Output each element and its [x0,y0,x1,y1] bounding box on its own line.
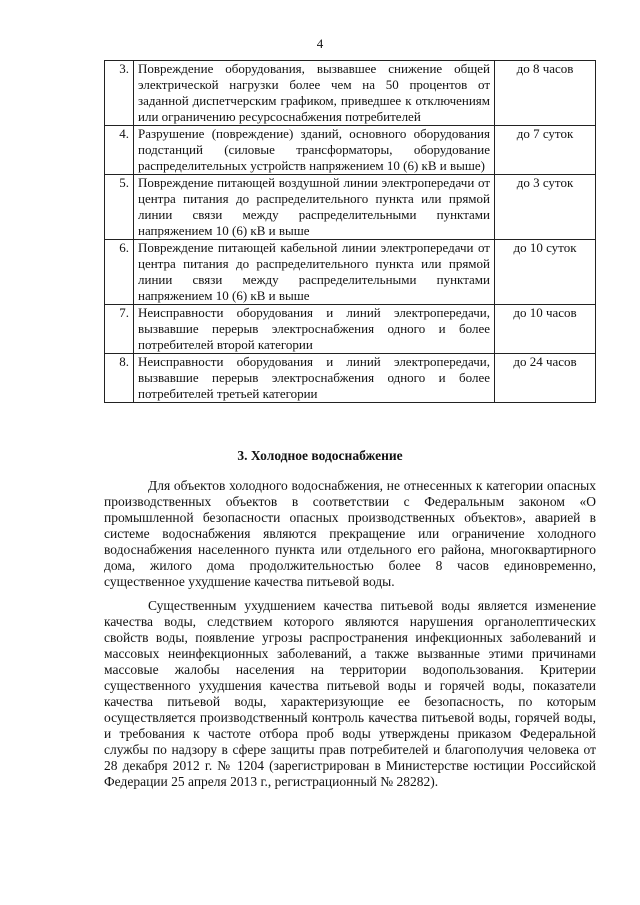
row-number: 5. [105,175,134,240]
table-row [105,175,596,240]
row-description: Неисправности оборудования и линий электропередачи, вызвавшие перерыв электроснабжения одного и более потребителей второй категории [134,305,495,354]
row-description: Повреждение оборудования, вызвавшее снижение общей электрической нагрузки более чем на 50 процентов от заданной диспетчерским графиком, приведшее к отключениям или ограничению ресурсоснабжения потребителей [134,61,495,126]
row-number: 4. [105,126,134,175]
body-paragraph: Для объектов холодного водоснабжения, не отнесенных к категории опасных производственных объектов в соответствии с Федеральным законом «О промышленной безопасности опасных производственных объектов», аварией в системе водоснабжения являются прекращение или ограничение холодного водоснабжения населенного пункта или отдельного его района, многоквартирного дома, жилого дома продолжительностью более 8 часов единовременно, существенное ухудшение качества питьевой воды. [104,478,596,589]
table-row [105,305,596,354]
row-number: 8. [105,354,134,403]
table-row [105,354,596,403]
row-duration: до 24 часов [495,354,596,403]
row-number: 3. [105,61,134,126]
row-duration: до 7 суток [495,126,596,175]
row-number: 7. [105,305,134,354]
row-description: Повреждение питающей воздушной линии электропередачи от центра питания до распределительного пункта или прямой линии связи между распределительными пунктами напряжением 10 (6) кВ и выше [134,175,495,240]
section-heading: 3. Холодное водоснабжение [237,448,403,463]
body-paragraph: Существенным ухудшением качества питьевой воды является изменение качества воды, следствием которого являются нарушения органолептических свойств воды, появление угрозы распространения инфекционных заболеваний и массовых неинфекционных заболеваний, а также вызванные этими причинами массовые жалобы населения на территории водопользования. Критерии существенного ухудшения качества питьевой воды и горячей воды, показатели качества питьевой воды, характеризующие ее безопасность, по которым осуществляется производственный контроль качества питьевой воды, горячей воды, и требования к частоте отбора проб воды утверждены приказом Федеральной службы по надзору в сфере защиты прав потребителей и благополучия человека от 28 декабря 2012 г. № 1204 (зарегистрирован в Министерстве юстиции Российской Федерации 25 апреля 2013 г., регистрационный № 28282). [104,598,596,789]
row-number: 6. [105,240,134,305]
table-row [105,61,596,126]
row-duration: до 8 часов [495,61,596,126]
row-duration: до 10 часов [495,305,596,354]
table-row [105,240,596,305]
row-description: Повреждение питающей кабельной линии электропередачи от центра питания до распределительного пункта или прямой линии связи между распределительными пунктами напряжением 10 (6) кВ и выше [134,240,495,305]
outage-criteria-table [104,60,596,403]
table-row [105,126,596,175]
row-duration: до 3 суток [495,175,596,240]
row-description: Разрушение (повреждение) зданий, основного оборудования подстанций (силовые трансформаторы, оборудование распределительных устройств напряжением 10 (6) кВ и выше) [134,126,495,175]
row-description: Неисправности оборудования и линий электропередачи, вызвавшие перерыв электроснабжения одного и более потребителей третьей категории [134,354,495,403]
page-number: 4 [316,36,324,51]
row-duration: до 10 суток [495,240,596,305]
